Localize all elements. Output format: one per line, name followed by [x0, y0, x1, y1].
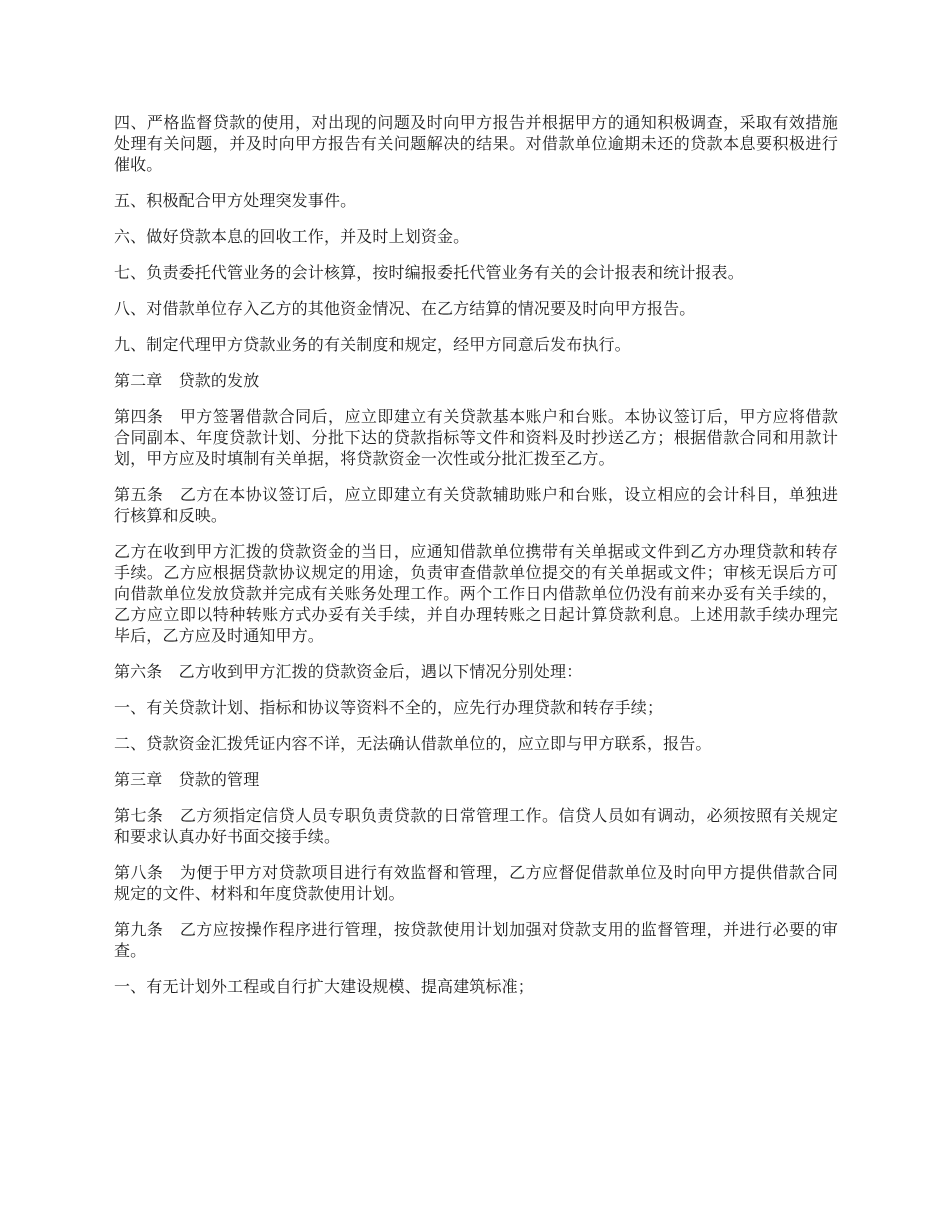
- article-5-continued: 乙方在收到甲方汇拨的贷款资金的当日，应通知借款单位携带有关单据或文件到乙方办理贷款和转存手续。乙方应根据贷款协议规定的用途，负责审查借款单位提交的有关单据或文件；审核无误后方可向借款单位发放贷款并完成有关账务处理工作。两个工作日内借款单位仍没有前来办妥有关手续的，乙方应立即以特种转账方式办妥有关手续，并自办理转账之日起计算贷款利息。上述用款手续办理完毕后，乙方应及时通知甲方。: [114, 542, 838, 645]
- article-9-item-1: 一、有无计划外工程或自行扩大建设规模、提高建筑标准；: [114, 977, 534, 996]
- document-page: [114, 112, 838, 1012]
- article-9: 第九条 乙方应按操作程序进行管理，按贷款使用计划加强对贷款支用的监督管理，并进行必要的审查。: [114, 920, 838, 960]
- article-6-item-1: 一、有关贷款计划、指标和协议等资料不全的，应先行办理贷款和转存手续；: [114, 698, 664, 717]
- article-5: 第五条 乙方在本协议签订后，应立即建立有关贷款辅助账户和台账，设立相应的会计科目，单独进行核算和反映。: [114, 485, 838, 525]
- paragraph-duty-9: 九、制定代理甲方贷款业务的有关制度和规定，经甲方同意后发布执行。: [114, 335, 631, 354]
- article-6: 第六条 乙方收到甲方汇拨的贷款资金后，遇以下情况分别处理：: [114, 662, 583, 681]
- article-6-item-2: 二、贷款资金汇拨凭证内容不详，无法确认借款单位的，应立即与甲方联系，报告。: [114, 734, 712, 753]
- chapter-heading-3: 第三章 贷款的管理: [114, 770, 260, 789]
- article-8: 第八条 为便于甲方对贷款项目进行有效监督和管理，乙方应督促借款单位及时向甲方提供借款合同规定的文件、材料和年度贷款使用计划。: [114, 863, 838, 903]
- article-4: 第四条 甲方签署借款合同后，应立即建立有关贷款基本账户和台账。本协议签订后，甲方应将借款合同副本、年度贷款计划、分批下达的贷款指标等文件和资料及时抄送乙方；根据借款合同和用款计划，甲方应及时填制有关单据，将贷款资金一次性或分批汇拨至乙方。: [114, 407, 838, 468]
- paragraph-duty-7: 七、负责委托代管业务的会计核算，按时编报委托代管业务有关的会计报表和统计报表。: [114, 263, 744, 282]
- paragraph-duty-4: 四、严格监督贷款的使用，对出现的问题及时向甲方报告并根据甲方的通知积极调查，采取有效措施处理有关问题，并及时向甲方报告有关问题解决的结果。对借款单位逾期未还的贷款本息要积极进行催收。: [114, 113, 838, 174]
- chapter-heading-2: 第二章 贷款的发放: [114, 371, 260, 390]
- paragraph-duty-6: 六、做好贷款本息的回收工作，并及时上划资金。: [114, 227, 470, 246]
- paragraph-duty-8: 八、对借款单位存入乙方的其他资金情况、在乙方结算的情况要及时向甲方报告。: [114, 299, 696, 318]
- article-7: 第七条 乙方须指定信贷人员专职负责贷款的日常管理工作。信贷人员如有调动，必须按照有关规定和要求认真办好书面交接手续。: [114, 806, 838, 846]
- paragraph-duty-5: 五、积极配合甲方处理突发事件。: [114, 191, 357, 210]
